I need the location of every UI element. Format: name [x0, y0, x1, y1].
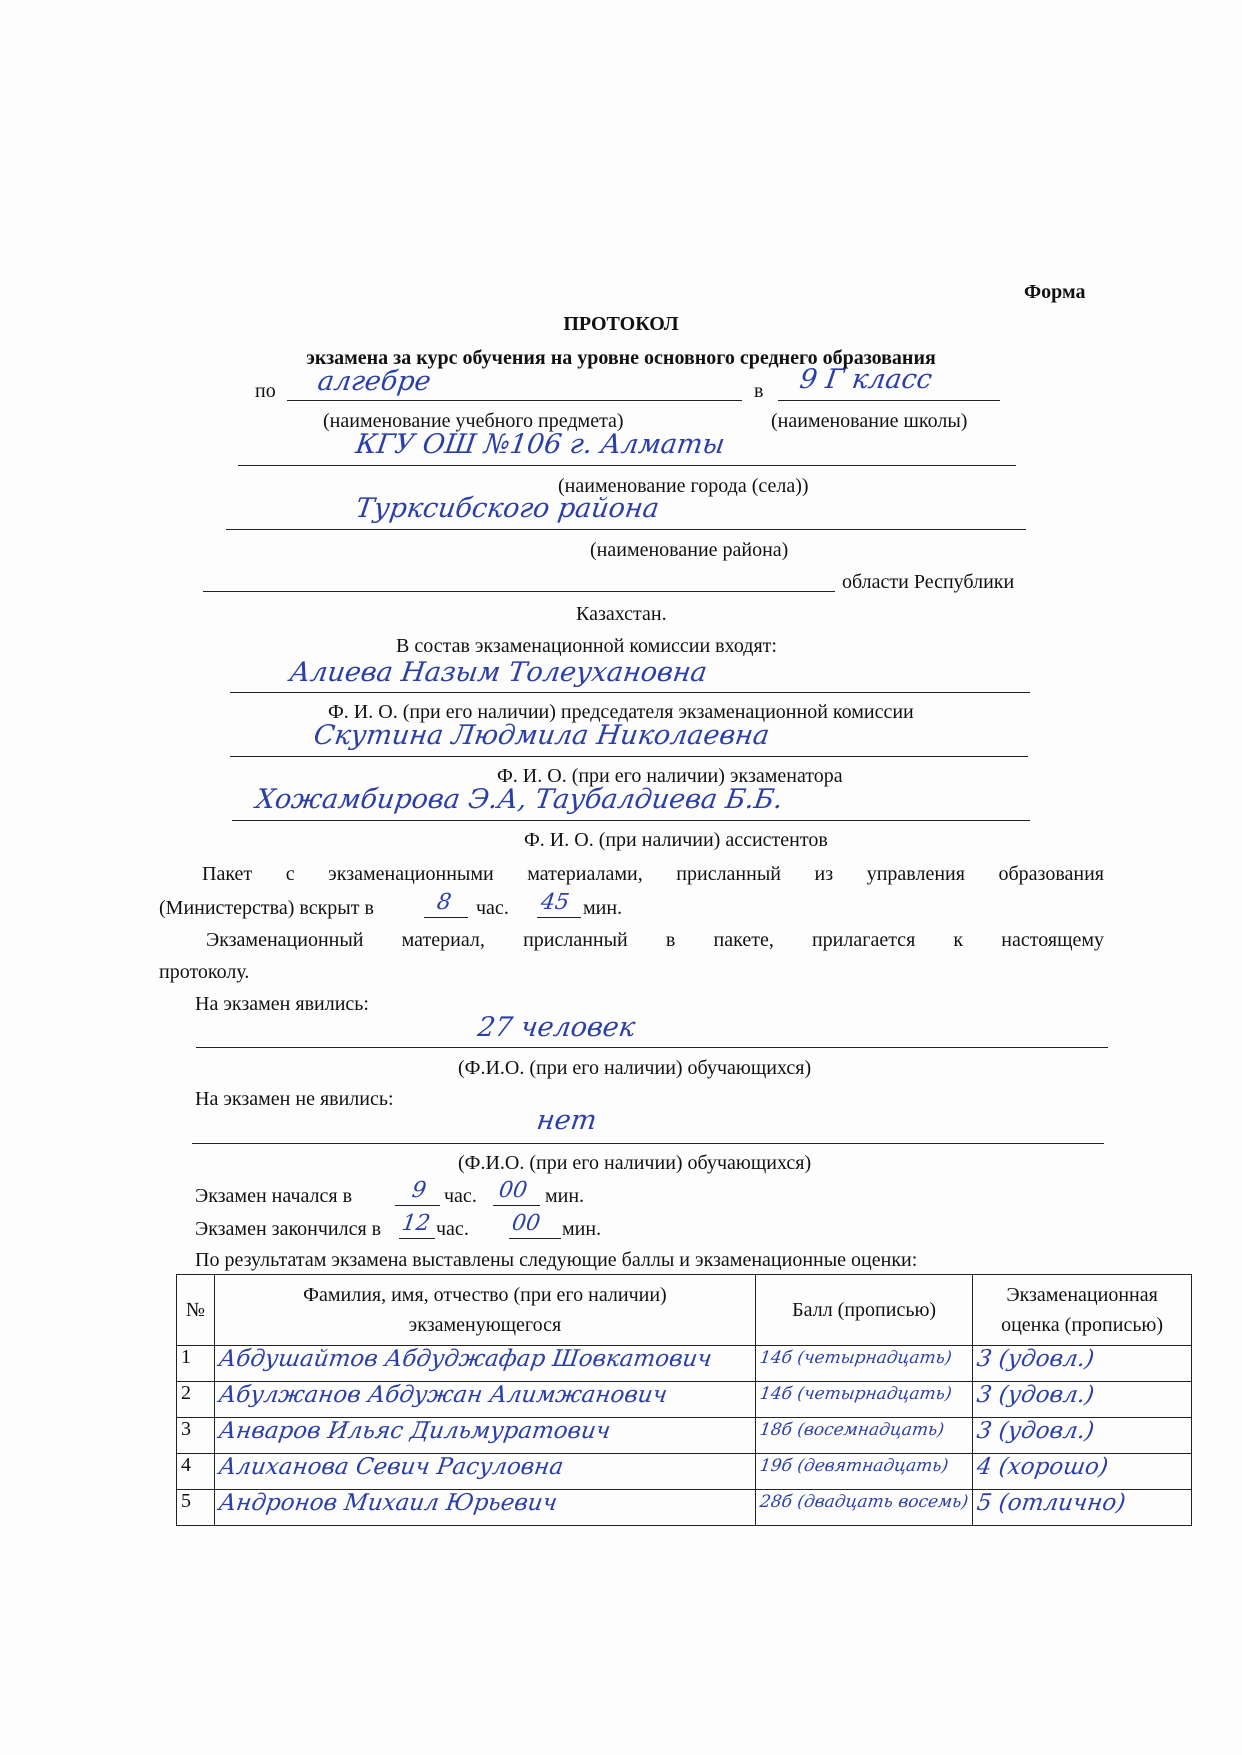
subject-field-line	[287, 400, 742, 401]
class-value: 9 Г класс	[797, 364, 935, 395]
package-hour-line	[424, 917, 468, 918]
name-cell	[214, 1346, 755, 1382]
student-score: 14б (четырнадцать)	[758, 1384, 954, 1404]
grade-cell	[973, 1454, 1192, 1490]
results-intro: По результатам экзамена выставлены следующие баллы и экзаменационные оценки:	[195, 1249, 918, 1271]
examiner-value: Скутина Людмила Николаевна	[311, 720, 772, 751]
package-min-value: 45	[539, 890, 571, 915]
form-label: Форма	[1024, 281, 1086, 303]
kazakhstan-text: Казахстан.	[576, 603, 667, 625]
end-min-value: 00	[510, 1211, 542, 1236]
commission-heading: В состав экзаменационной комиссии входят:	[396, 635, 777, 657]
student-score: 14б (четырнадцать)	[758, 1348, 954, 1368]
grade-cell	[973, 1418, 1192, 1454]
district-field-line	[226, 529, 1026, 530]
examiner-caption: Ф. И. О. (при его наличии) экзаменатора	[497, 765, 843, 787]
district-value: Турксибского района	[353, 493, 662, 524]
school-value: КГУ ОШ №106 г. Алматы	[353, 429, 727, 460]
table-row	[177, 1346, 1192, 1382]
v-label: в	[754, 380, 764, 402]
package-hour-value: 8	[435, 890, 453, 915]
grade-cell	[973, 1490, 1192, 1526]
district-caption: (наименование района)	[590, 539, 789, 561]
student-name: Анваров Ильяс Дильмуратович	[217, 1418, 612, 1444]
package-line-2-a: (Министерства) вскрыт в	[159, 897, 374, 919]
header-number: №	[177, 1275, 215, 1346]
present-field-line	[196, 1047, 1108, 1048]
student-grade: 3 (удовл.)	[975, 1418, 1096, 1444]
start-b: час.	[444, 1185, 477, 1207]
material-line-1: Экзаменационный материал, присланный в пакете, прилагается к настоящему	[206, 929, 1104, 951]
school-caption: (наименование школы)	[771, 410, 968, 432]
start-c: мин.	[545, 1185, 585, 1207]
student-score: 18б (восемнадцать)	[758, 1420, 946, 1440]
package-line-2-b: час.	[476, 897, 509, 919]
score-cell	[756, 1418, 973, 1454]
end-a: Экзамен закончился в	[195, 1218, 382, 1240]
material-line-2: протоколу.	[159, 961, 250, 983]
assistants-value: Хожамбирова Э.А, Таубалдиева Б.Б.	[253, 784, 785, 815]
assistants-caption: Ф. И. О. (при наличии) ассистентов	[524, 829, 828, 851]
present-label: На экзамен явились:	[195, 993, 369, 1015]
city-caption: (наименование города (села))	[558, 475, 809, 497]
start-min-value: 00	[497, 1178, 529, 1203]
chair-caption: Ф. И. О. (при его наличии) председателя экзаменационной комиссии	[328, 701, 914, 723]
score-cell	[756, 1490, 973, 1526]
score-cell	[756, 1346, 973, 1382]
region-field-line	[203, 591, 835, 592]
student-name: Андронов Михаил Юрьевич	[217, 1490, 559, 1516]
chair-field-line	[230, 692, 1030, 693]
assistants-field-line	[232, 820, 1030, 821]
absent-value: нет	[534, 1105, 599, 1136]
absent-field-line	[192, 1143, 1104, 1144]
grade-cell	[973, 1346, 1192, 1382]
grade-cell	[973, 1382, 1192, 1418]
present-caption: (Ф.И.О. (при его наличии) обучающихся)	[458, 1057, 812, 1079]
document-subtitle: экзамена за курс обучения на уровне основного среднего образования	[306, 347, 936, 369]
subject-value: алгебре	[315, 366, 433, 397]
header-name: Фамилия, имя, отчество (при его наличии) экзаменующегося	[214, 1275, 755, 1346]
po-label: по	[255, 380, 276, 402]
end-b: час.	[436, 1218, 469, 1240]
score-cell	[756, 1382, 973, 1418]
student-name: Абулжанов Абдужан Алимжанович	[217, 1382, 669, 1408]
name-cell	[214, 1382, 755, 1418]
end-hour-value: 12	[400, 1211, 432, 1236]
name-cell	[214, 1418, 755, 1454]
row-number: 2	[177, 1382, 215, 1418]
class-field-line	[778, 400, 1000, 401]
row-number: 3	[177, 1418, 215, 1454]
chair-value: Алиева Назым Толеухановна	[287, 657, 709, 688]
package-line-2-c: мин.	[583, 897, 623, 919]
region-suffix: области Республики	[842, 571, 1015, 593]
school-field-line	[238, 465, 1016, 466]
row-number: 4	[177, 1454, 215, 1490]
examiner-field-line	[230, 756, 1028, 757]
absent-label: На экзамен не явились:	[195, 1088, 394, 1110]
start-hour-value: 9	[410, 1178, 428, 1203]
start-a: Экзамен начался в	[195, 1185, 353, 1207]
table-row	[177, 1490, 1192, 1526]
row-number: 1	[177, 1346, 215, 1382]
results-table	[176, 1274, 1192, 1526]
absent-caption: (Ф.И.О. (при его наличии) обучающихся)	[458, 1152, 812, 1174]
start-hour-line	[395, 1205, 440, 1206]
student-score: 19б (девятнадцать)	[758, 1456, 950, 1476]
table-row	[177, 1454, 1192, 1490]
header-score: Балл (прописью)	[756, 1275, 973, 1346]
student-grade: 4 (хорошо)	[975, 1454, 1110, 1480]
name-cell	[214, 1490, 755, 1526]
start-min-line	[493, 1205, 540, 1206]
student-name: Абдушайтов Абдуджафар Шовкатович	[217, 1346, 714, 1372]
header-grade: Экзаменационная оценка (прописью)	[973, 1275, 1192, 1346]
score-cell	[756, 1454, 973, 1490]
row-number: 5	[177, 1490, 215, 1526]
results-header-row	[177, 1275, 1192, 1346]
student-score: 28б (двадцать восемь)	[758, 1492, 970, 1512]
subject-caption: (наименование учебного предмета)	[323, 410, 624, 432]
student-grade: 3 (удовл.)	[975, 1346, 1096, 1372]
end-min-line	[509, 1238, 561, 1239]
student-grade: 3 (удовл.)	[975, 1382, 1096, 1408]
student-grade: 5 (отлично)	[975, 1490, 1128, 1516]
end-hour-line	[399, 1238, 435, 1239]
package-line-1: Пакет с экзаменационными материалами, присланный из управления образования	[202, 863, 1104, 885]
present-value: 27 человек	[475, 1012, 638, 1043]
package-min-line	[537, 917, 581, 918]
end-c: мин.	[562, 1218, 602, 1240]
name-cell	[214, 1454, 755, 1490]
table-row	[177, 1418, 1192, 1454]
document-title: ПРОТОКОЛ	[563, 313, 679, 335]
student-name: Алиханова Севич Расуловна	[217, 1454, 565, 1480]
table-row	[177, 1382, 1192, 1418]
